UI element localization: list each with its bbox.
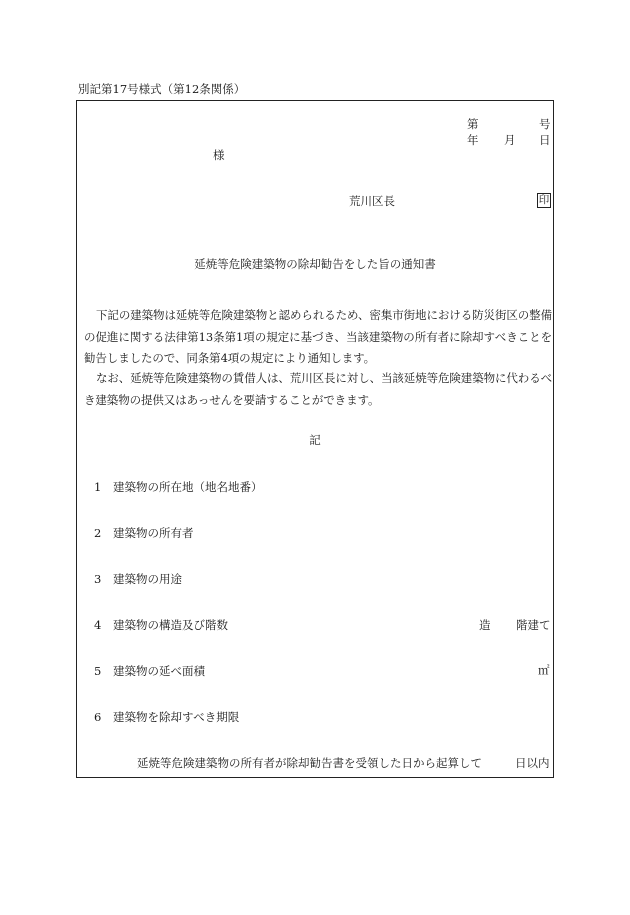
item-5-number: 5 (94, 664, 102, 678)
item-5-label: 建築物の延べ面積 (113, 664, 205, 678)
item-2-number: 2 (94, 526, 102, 540)
body-paragraph-2: なお、延焼等危険建築物の賃借人は、荒川区長に対し、当該延焼等危険建築物に代わるべき建築物の提供又はあっせんを要請することができます。 (84, 371, 552, 407)
item-6-label: 建築物を除却すべき期限 (113, 710, 240, 724)
item-3-number: 3 (94, 572, 102, 586)
document-title: 延焼等危険建築物の除却勧告をした旨の通知書 (194, 257, 436, 271)
form-label: 別記第17号様式（第12条関係） (78, 82, 246, 96)
deadline-suffix: 日以内 (515, 756, 550, 770)
item-4-structure-unit: 造 (479, 618, 491, 632)
item-4-floors-unit: 階建て (516, 618, 551, 632)
deadline-note: 延焼等危険建築物の所有者が除却勧告書を受領した日から起算して (137, 756, 482, 770)
item-4-number: 4 (94, 618, 102, 632)
item-4-label: 建築物の構造及び階数 (113, 618, 228, 632)
item-5-area-unit: ㎡ (538, 663, 550, 677)
date-year: 年 (467, 133, 479, 147)
sender-name: 荒川区長 (349, 194, 395, 208)
item-1-label: 建築物の所在地（地名地番） (113, 480, 263, 494)
date-month: 月 (504, 133, 516, 147)
item-2-label: 建築物の所有者 (113, 526, 194, 540)
record-heading: 記 (309, 433, 321, 447)
number-suffix: 号 (539, 117, 551, 131)
addressee-honorific: 様 (213, 148, 225, 162)
item-1-number: 1 (94, 480, 102, 494)
seal-mark: 印 (538, 194, 550, 206)
item-6-number: 6 (94, 710, 102, 724)
item-3-label: 建築物の用途 (113, 572, 182, 586)
date-day: 日 (539, 133, 551, 147)
body-paragraph-1: 下記の建築物は延焼等危険建築物と認められるため、密集市街地における防災街区の整備の促進に関する法律第13条第1項の規定に基づき、当該建築物の所有者に除却すべきことを勧告しましたので、同条第4項の規定により通知します。 (84, 308, 552, 365)
number-prefix: 第 (467, 117, 479, 131)
